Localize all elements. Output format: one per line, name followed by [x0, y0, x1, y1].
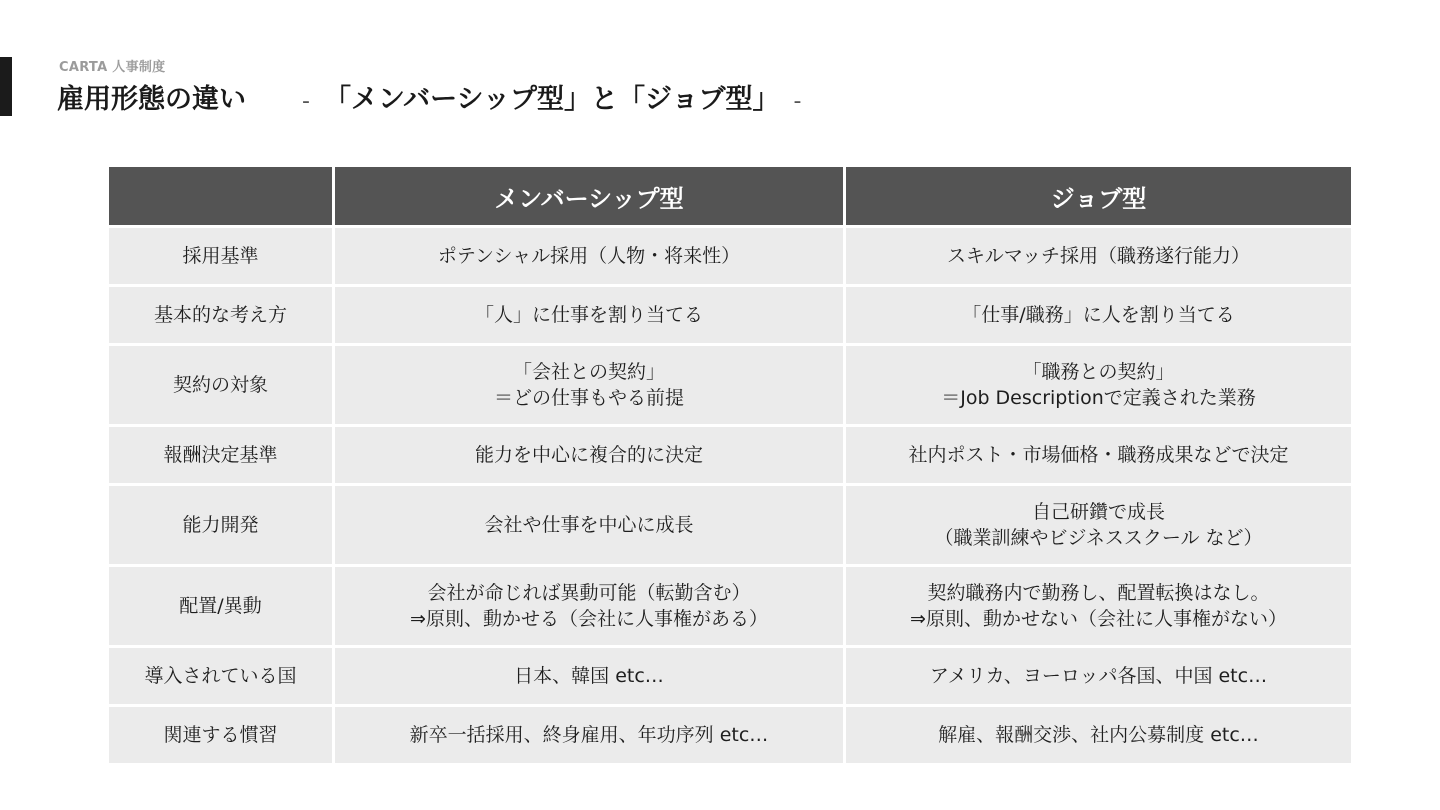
row-label: 契約の対象: [109, 346, 332, 424]
cell-job: [846, 427, 1351, 483]
cell-membership: [335, 427, 843, 483]
cell-membership: [335, 567, 843, 645]
table-row: [109, 707, 1351, 763]
table-row: [109, 648, 1351, 704]
row-label: 採用基準: [109, 228, 332, 284]
cell-text-line: ＝Job Descriptionで定義された業務: [941, 387, 1256, 409]
header-cell-empty: [109, 167, 332, 225]
cell-text-line: 「仕事/職務」に人を割り当てる: [962, 304, 1235, 326]
cell-text-line: 会社が命じれば異動可能（転勤含む）: [427, 582, 751, 604]
cell-text-line: 会社や仕事を中心に成長: [484, 514, 694, 536]
cell-job: [846, 486, 1351, 564]
cell-text-line: （職業訓練やビジネススクール など）: [934, 527, 1263, 549]
cell-text-line: ＝どの仕事もやる前提: [493, 387, 684, 409]
brand-label: CARTA 人事制度: [59, 60, 166, 75]
page-title-line: [57, 80, 815, 122]
cell-text-line: 解雇、報酬交渉、社内公募制度 etc…: [938, 724, 1259, 746]
cell-text-line: ⇒原則、動かせない（会社に人事権がない）: [910, 608, 1287, 630]
page-title: 雇用形態の違い: [57, 84, 246, 115]
comparison-table: [106, 164, 1354, 766]
cell-text-line: 「人」に仕事を割り当てる: [474, 304, 703, 326]
cell-membership: [335, 486, 843, 564]
cell-text-line: 新卒一括採用、終身雇用、年功序列 etc…: [409, 724, 769, 746]
cell-job: [846, 287, 1351, 343]
cell-job: [846, 346, 1351, 424]
page-subtitle: 「メンバーシップ型」と「ジョブ型」: [323, 84, 780, 115]
row-label: 導入されている国: [109, 648, 332, 704]
cell-membership: [335, 287, 843, 343]
table-row: [109, 287, 1351, 343]
row-label: 基本的な考え方: [109, 287, 332, 343]
cell-job: [846, 648, 1351, 704]
table-body: [109, 228, 1351, 763]
cell-text-line: スキルマッチ採用（職務遂行能力）: [946, 245, 1251, 267]
cell-text-line: ポテンシャル採用（人物・将来性）: [437, 245, 741, 267]
cell-membership: [335, 228, 843, 284]
cell-job: [846, 567, 1351, 645]
title-dash-left: -: [302, 89, 310, 114]
cell-text-line: 「会社との契約」: [512, 361, 665, 383]
table-row: [109, 427, 1351, 483]
table-row: [109, 486, 1351, 564]
title-dash-right: -: [793, 89, 802, 114]
cell-text-line: 契約職務内で勤務し、配置転換はなし。: [927, 582, 1270, 604]
row-label: 報酬決定基準: [109, 427, 332, 483]
cell-text-line: 社内ポスト・市場価格・職務成果などで決定: [908, 444, 1289, 466]
header-cell-membership: メンバーシップ型: [335, 167, 843, 225]
cell-membership: [335, 648, 843, 704]
cell-membership: [335, 346, 843, 424]
table-header-row: [109, 167, 1351, 225]
cell-text-line: 「職務との契約」: [1022, 361, 1175, 383]
cell-text-line: アメリカ、ヨーロッパ各国、中国 etc…: [929, 665, 1268, 687]
cell-job: [846, 228, 1351, 284]
row-label: 配置/異動: [109, 567, 332, 645]
table-row: [109, 228, 1351, 284]
accent-bar: [0, 57, 12, 116]
row-label: 能力開発: [109, 486, 332, 564]
cell-text-line: ⇒原則、動かせる（会社に人事権がある）: [410, 608, 768, 630]
cell-text-line: 自己研鑽で成長: [1031, 501, 1165, 523]
row-label: 関連する慣習: [109, 707, 332, 763]
cell-text-line: 日本、韓国 etc…: [514, 665, 664, 687]
cell-job: [846, 707, 1351, 763]
header-cell-job: ジョブ型: [846, 167, 1351, 225]
table-row: [109, 567, 1351, 645]
table-row: [109, 346, 1351, 424]
cell-text-line: 能力を中心に複合的に決定: [474, 444, 703, 466]
cell-membership: [335, 707, 843, 763]
